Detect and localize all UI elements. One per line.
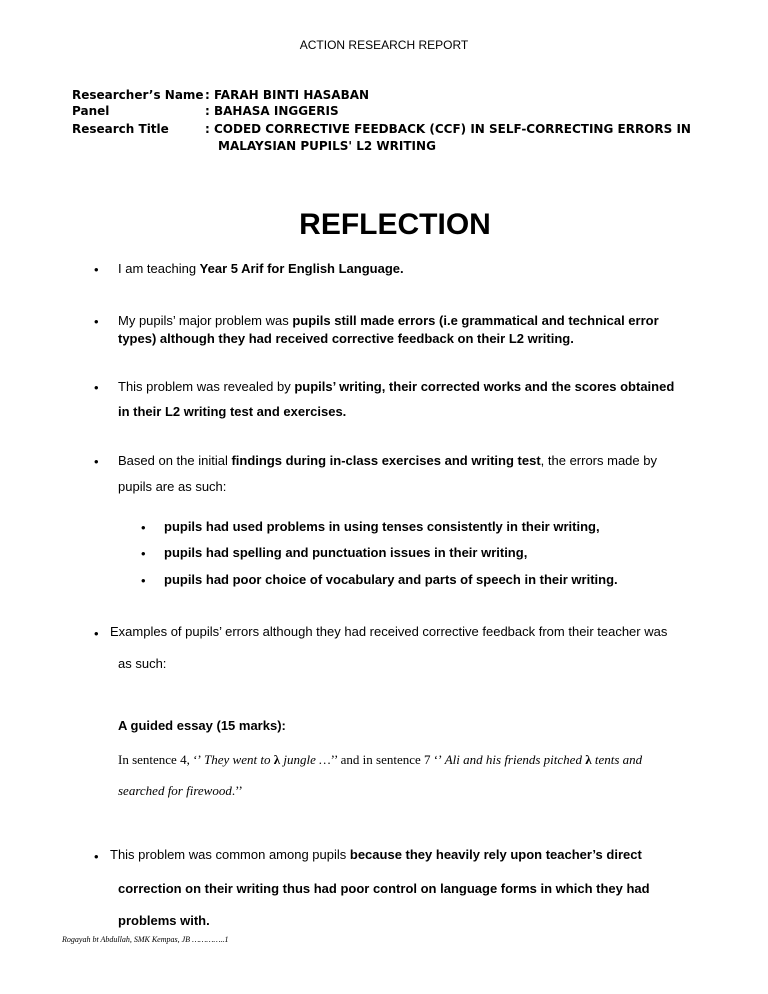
bullet-icon: • xyxy=(94,626,99,641)
meta-key-panel: Panel xyxy=(72,104,110,118)
bullet-icon: • xyxy=(141,520,146,535)
bullet-4-text-cont: pupils are as such: xyxy=(118,479,227,494)
bullet-icon: • xyxy=(94,849,99,864)
bullet-3-line2 xyxy=(118,399,346,425)
meta-key-title: Research Title xyxy=(72,122,169,136)
bullet-icon: • xyxy=(141,546,146,561)
report-title: ACTION RESEARCH REPORT xyxy=(299,38,469,52)
bullet-4-line1 xyxy=(118,448,657,474)
meta-value-title-cont: MALAYSIAN PUPILS' L2 WRITING xyxy=(218,139,436,153)
sub-bullet-2-text: pupils had spelling and punctuation issues in their writing, xyxy=(164,545,528,560)
essay-italic: They went to xyxy=(204,752,274,767)
essay-italic: jungle … xyxy=(280,752,331,767)
page-footer: Rogayah bt Abdullah, SMK Kempas, JB …………..1 xyxy=(62,935,229,944)
sub-bullet-3-text: pupils had poor choice of vocabulary and parts of speech in their writing. xyxy=(164,572,618,587)
bullet-6-line2 xyxy=(118,876,650,902)
sub-bullet-1-text: pupils had used problems in using tenses consistently in their writing, xyxy=(164,519,600,534)
bullet-2-bold: pupils still made errors (i.e grammatical and technical error xyxy=(292,313,659,328)
lambda-symbol: λ xyxy=(585,752,592,767)
essay-text: .’’ xyxy=(231,783,243,798)
essay-italic: tents and xyxy=(591,752,643,767)
meta-value-panel: : BAHASA INGGERIS xyxy=(205,104,339,118)
essay-heading-text: A guided essay (15 marks): xyxy=(118,718,286,733)
bullet-1-text: I am teaching xyxy=(118,261,200,276)
bullet-icon: • xyxy=(94,262,99,277)
sub-bullet-3 xyxy=(164,567,618,593)
section-title: REFLECTION xyxy=(299,208,491,241)
bullet-icon: • xyxy=(94,454,99,469)
essay-heading xyxy=(118,713,286,739)
bullet-5-text-cont: as such: xyxy=(118,656,167,671)
bullet-6-bold: because they heavily rely upon teacher’s direct xyxy=(349,847,642,862)
bullet-3-bold-cont: in their L2 writing test and exercises. xyxy=(118,404,347,419)
bullet-3-bold: pupils’ writing, their corrected works and the scores obtained xyxy=(294,379,675,394)
essay-italic: searched for firewood xyxy=(118,783,232,798)
bullet-6-bold-cont: correction on their writing thus had poor control on language forms in which they had xyxy=(118,881,650,896)
bullet-6-line3 xyxy=(118,908,210,934)
essay-italic: Ali and his friends pitched xyxy=(444,752,586,767)
essay-example-line1 xyxy=(118,752,642,768)
essay-example-line2 xyxy=(118,783,243,799)
sub-bullet-2 xyxy=(164,540,527,566)
bullet-4-bold: findings during in-class exercises and writing test xyxy=(231,453,541,468)
meta-value-name: : FARAH BINTI HASABAN xyxy=(205,88,370,102)
bullet-icon: • xyxy=(94,314,99,329)
bullet-5-line1 xyxy=(110,619,667,645)
lambda-symbol: λ xyxy=(273,752,281,767)
bullet-1-bold: Year 5 Arif for English Language. xyxy=(199,261,404,276)
bullet-3-line1 xyxy=(118,374,674,400)
bullet-3-text: This problem was revealed by xyxy=(118,379,295,394)
bullet-6-text: This problem was common among pupils xyxy=(110,847,350,862)
bullet-6-bold-end: problems with. xyxy=(118,913,210,928)
bullet-2-line2 xyxy=(118,326,574,352)
bullet-4-line2 xyxy=(118,474,226,500)
bullet-2-text: My pupils’ major problem was xyxy=(118,313,293,328)
meta-value-title: : CODED CORRECTIVE FEEDBACK (CCF) IN SELF-CORRECTING ERRORS IN xyxy=(205,122,691,136)
bullet-5-line2 xyxy=(118,651,166,677)
essay-text: ’’ and in sentence 7 ‘’ xyxy=(330,752,445,767)
bullet-2-bold-cont: types) although they had received corrective feedback on their L2 writing. xyxy=(118,331,574,346)
sub-bullet-1 xyxy=(164,514,600,540)
bullet-5-text: Examples of pupils’ errors although they had received corrective feedback from their teacher was xyxy=(110,624,668,639)
bullet-icon: • xyxy=(141,573,146,588)
meta-key-name: Researcher’s Name xyxy=(72,88,204,102)
bullet-4-text-end: , the errors made by xyxy=(540,453,657,468)
bullet-icon: • xyxy=(94,380,99,395)
bullet-1 xyxy=(118,256,404,282)
bullet-4-text: Based on the initial xyxy=(118,453,232,468)
essay-text: In sentence 4, ‘’ xyxy=(118,752,205,767)
bullet-6-line1 xyxy=(110,842,642,868)
